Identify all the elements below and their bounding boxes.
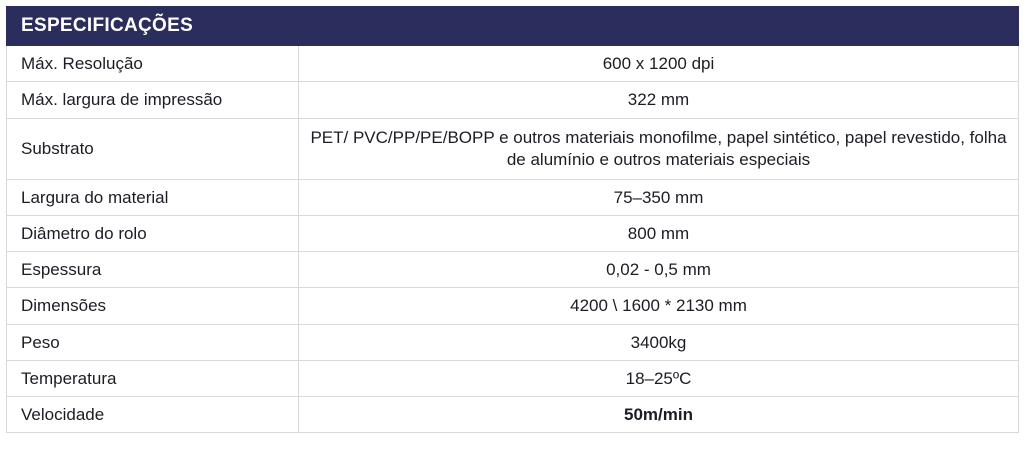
table-row	[7, 118, 1019, 179]
table-row	[7, 397, 1019, 433]
spec-value: 322 mm	[299, 82, 1019, 118]
specifications-table	[6, 6, 1019, 433]
table-row	[7, 324, 1019, 360]
spec-value: 600 x 1200 dpi	[299, 46, 1019, 82]
spec-label: Peso	[7, 324, 299, 360]
table-row	[7, 288, 1019, 324]
spec-label: Máx. largura de impressão	[7, 82, 299, 118]
spec-label: Espessura	[7, 252, 299, 288]
spec-label: Substrato	[7, 118, 299, 179]
table-row	[7, 360, 1019, 396]
spec-value: 800 mm	[299, 215, 1019, 251]
spec-label: Diâmetro do rolo	[7, 215, 299, 251]
table-body	[7, 46, 1019, 433]
table-row	[7, 46, 1019, 82]
spec-value: 3400kg	[299, 324, 1019, 360]
header-title: ESPECIFICAÇÕES	[7, 7, 299, 46]
table-row	[7, 215, 1019, 251]
spec-label: Temperatura	[7, 360, 299, 396]
table-row	[7, 82, 1019, 118]
table-header-row	[7, 7, 1019, 46]
spec-label: Máx. Resolução	[7, 46, 299, 82]
spec-value: 75–350 mm	[299, 179, 1019, 215]
spec-value: 0,02 - 0,5 mm	[299, 252, 1019, 288]
spec-value: 18–25ºC	[299, 360, 1019, 396]
table-row	[7, 179, 1019, 215]
table-row	[7, 252, 1019, 288]
spec-label: Velocidade	[7, 397, 299, 433]
table-header	[7, 7, 1019, 46]
spec-value: 4200 \ 1600 * 2130 mm	[299, 288, 1019, 324]
spec-value: PET/ PVC/PP/PE/BOPP e outros materiais monofilme, papel sintético, papel revestido, folha de alumínio e outros materiais especiais	[299, 118, 1019, 179]
spec-label: Dimensões	[7, 288, 299, 324]
spec-label: Largura do material	[7, 179, 299, 215]
header-value-blank	[299, 7, 1019, 46]
spec-value: 50m/min	[299, 397, 1019, 433]
